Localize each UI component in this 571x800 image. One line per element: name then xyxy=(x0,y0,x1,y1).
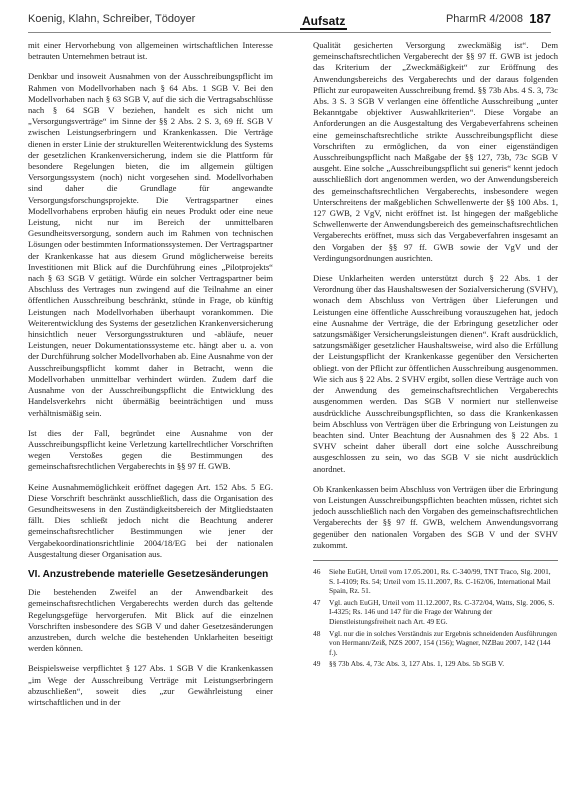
paragraph: Beispielsweise verpflichtet § 127 Abs. 1 SGB V die Krankenkassen „im Wege der Ausschreibung Verträge mit Leistungserbringern abzuschließen“, soweit dies „zur Gewährleistung einer wirtschaftlichen und in der xyxy=(28,663,273,707)
footnote-text: Vgl. auch EuGH, Urteil vom 11.12.2007, Rs. C-372/04, Watts, Slg. 2006, S. I-4325; Rs. 146 und 147 für die Frage der Wahrung der Dienstleistungsfreiheit nach Art. 49 EG. xyxy=(329,597,555,626)
footnote-text: Vgl. nur die in solches Verständnis zur Ergebnis schneidenden Ausführungen von Hermann/Zeiß, NZS 2007, 154 (156); Wagner, NZBau 2007, 142 (144 f.). xyxy=(329,628,557,657)
footnote xyxy=(313,598,558,627)
section-heading: VI. Anzustrebende materielle Gesetzesänderungen xyxy=(28,568,269,580)
page-header xyxy=(28,10,551,32)
footnote-text: Siehe EuGH, Urteil vom 17.05.2001, Rs. C-340/99, TNT Traco, Slg. 2001, S. I-4109; Rs. 54; Urteil vom 15.11.2007, Rs. C-162/06, International Mail Spain, Rz. 51. xyxy=(329,566,551,596)
header-rule xyxy=(28,32,551,33)
page-number: 187 xyxy=(529,11,551,26)
paragraph: Qualität gesicherten Versorgung zweckmäßig ist“. Dem gemeinschaftsrechtlichen Vergaberecht der §§ 97 ff. GWB ist jedoch das Kriterium der „Zweckmäßigkeit“ zur Eröffnung des Anwendungsbereichs des Vergaberechts und der daraus folgenden Pflicht zur europaweiten Ausschreibung fremd. §§ 73b Abs. 4 S. 3, 73c Abs. 3 S. 3 SGB V verlangen eine öffentliche Ausschreibung „unter Bekanntgabe objektiver Auswahlkriterien“. Diese Vorgabe an Anforderungen an die Ausgestaltung des Vergabeverfahrens scheinen eine gemeinschaftsrechtliche strikte Ausschreibungspflicht diese Vorschriften zu ermöglichen, da von einer eigenständigen Ausschreibungspflicht nach Maßgabe der §§ 127, 73b, 73c SGB V ausgeht. Eine solche „Ausschreibungspflicht sui generis“ kennt jedoch ausschließlich dort angenommen werden, wo der Anwendungsbereich des gemeinschaftsrechtlichen Vergaberechts, insbesondere wegen Unterschreitens der maßgeblichen Schwellenwerte der §§ 100 Abs. 1, 127 GWB, 2 VgV, nicht eröffnet ist. Ist hingegen der maßgebliche Schwellenwerte der Anwendungsbereich des gemeinschaftsrechtlichen Vergaberechts eröffnet, muss sich das Vergabeverfahren insgesamt an den Vorgaben der §§ 97 ff. GWB sowie der VgV und der Verdingungsordnungen ausrichten. xyxy=(313,40,558,263)
left-column xyxy=(28,40,273,717)
footnote-number: 49 xyxy=(313,659,321,669)
paragraph: Diese Unklarheiten werden unterstützt durch § 22 Abs. 1 der Verordnung über das Haushaltswesen der Sozialversicherung (SVHV), wonach dem Abschluss von Verträgen über Lieferungen und Leistungen eine öffentliche Ausschreibung vorauszugehen hat, jedoch eine Ausnahme der Verträge, die der Erbringung gesetzlicher oder satzungsmäßiger Versicherungsleistungen dienen“. Kraft ausdrücklich, satzungsmäßiger gesetzlicher Haushaltsweise, wird also die Erfüllung der Leistungspflicht der Krankenkasse gegenüber den Versicherten obliegt. von der Pflicht zur öffentlichen Ausschreibung ausgenommen. Wie sich aus § 22 Abs. 2 SVHV ergibt, sollen diese Verträge auch von der Anwendung des gemeinschaftsrechtlichen Vergaberechts ausgenommen werden. Das SGB V normiert nur stellenweise ausdrückliche Ausschreibungspflichten, so dass die Krankenkassen beim Abschluss von Verträgen über die Erbringung von Leistungen zu beachten sind. Unter Beachtung der Ausnahmen des § 22 Abs. 1 SVHV scheint daher überall dort eine solche Ausschreibung ausgeschlossen zu sein, wo das SGB V sie nicht ausdrücklich anordnet. xyxy=(313,273,558,474)
section-label: Aufsatz xyxy=(302,14,346,28)
footnote xyxy=(313,629,558,658)
running-authors: Koenig, Klahn, Schreiber, Tödoyer xyxy=(28,13,196,25)
paragraph: Ob Krankenkassen beim Abschluss von Verträgen über die Erbringung von Leistungen Ausschreibungspflichten beachten müssen, richtet sich jedoch ausschließlich nach den Vorgaben des gemeinschaftsrechtlichen Vergaberechts der §§ 97 ff. GWB, welchem Anwendungsvorrang gegenüber den nationalen Vorgaben des SGB V und der SVHV zukommt. xyxy=(313,483,558,550)
paragraph: Keine Ausnahmemöglichkeit eröffnet dagegen Art. 152 Abs. 5 EG. Diese Vorschrift beschränkt ausschließlich, dass die Organisation des Gesundheitswesens in den Zuständigkeitsbereich der Mitgliedstaaten fällt. Dies schließt jedoch nicht die Beachtung anderer gemeinschaftsrechtlicher Bestimmungen wie jener der Vergabekoordinationsrichtlinie 2004/18/EG bei der nationalen Ausgestaltung dieser Organisation aus. xyxy=(28,481,273,559)
footnotes xyxy=(313,560,558,669)
right-column xyxy=(313,40,558,671)
footnote-number: 47 xyxy=(313,597,321,607)
footnote-number: 48 xyxy=(313,628,321,638)
paragraph: Denkbar und insoweit Ausnahmen von der Ausschreibungspflicht im Rahmen von Modellvorhaben nach § 64 Abs. 1 SGB V. Bei den Modellvorhaben nach § 63 SGB V, auf die sich die Vertragsabschlüsse nach § 64 SGB V beziehen, handelt es sich nicht um „Versorgungsverträge“ im Sinne der §§ 2 Abs. 2 S. 3, 69 ff. SGB V zwischen Leistungserbringern und Krankenkassen. Die Verträge dienen in erster Linie der strukturellen Weiterentwicklung des Systems der gesetzlichen Krankenversicherung, indem sie die Plattform für besondere Regelungen bieten, die im allgemein gültigen Versorgungssystem (noch) nicht vorgesehen sind. Modellvorhaben sind daher die Grundlage für angewandte Versorgungsforschungsprojekte. Die Vertragspartner eines Modellvorhabens erproben häufig ein neues Produkt oder eine neue Leistung, nicht nur im Bereich der unmittelbaren Gesundheitsversorgung, sondern auch im Rahmen von technischen Lösungen oder bestimmten Informationssystemen. Der Vertragspartner der Krankenkasse hat aus diesem Grund möglicherweise bereits Investitionen mit Blick auf die Durchführung eines „Pilotprojekts“ nach § 63 SGB V getätigt. Würde ein solcher Vertragspartner beim Abschluss des Vertrages nun zwingend auf die Teilnahme an einer öffentlichen Ausschreibung beschränkt, stünde in Frage, ob künftig Leistungen nach Modellvorhaben überhaupt vorankommen. Die Weiterentwicklung des Systems der gesetzlichen Krankenversicherung hinsichtlich neuer Versorgungsstrukturen und -abläufe, neuer Leistungen, neuer Dokumentationssysteme etc. hängt aber u. a. von der Durchführung solcher Modellvorhaben ab. Eine Ausnahme von der Ausschreibungspflicht kommt daher in Betracht, wenn die Modellvorhaben unmittelbar verhindert würden. Zudem darf die Ausnahme von der Ausschreibungspflicht die Entwicklung des Handelsverkehrs nicht übermäßig beeinträchtigen und muss verhältnismäßig sein. xyxy=(28,71,273,418)
footnote-number: 46 xyxy=(313,566,321,576)
paragraph: Ist dies der Fall, begründet eine Ausnahme von der Ausschreibungspflicht keine Verletzung kartellrechtlicher Vorschriften wegen Verstoßes gegen die Bestimmungen des gemeinschaftsrechtlichen Vergaberechts in §§ 97 ff. GWB. xyxy=(28,427,273,472)
paragraph: mit einer Hervorhebung von allgemeinen wirtschaftlichen Interesse betrauten Unternehmen betraut ist. xyxy=(28,40,273,62)
paragraph: Die bestehenden Zweifel an der Anwendbarkeit des gemeinschaftsrechtlichen Vergaberechts werden durch das geltende Regelungsgefüge hervorgerufen. Mit Blick auf die einzelnen Vorschriften insbesondere des SGB V und daher Gesetzesänderungen anzustreben, durch welche die bestehenden Unklarheiten beseitigt werden können. xyxy=(28,587,273,654)
footnote xyxy=(313,567,558,596)
footnote-text: §§ 73b Abs. 4, 73c Abs. 3, 127 Abs. 1, 129 Abs. 5b SGB V. xyxy=(329,659,505,669)
journal-reference: PharmR 4/2008 xyxy=(445,13,523,25)
footnote xyxy=(313,659,558,669)
